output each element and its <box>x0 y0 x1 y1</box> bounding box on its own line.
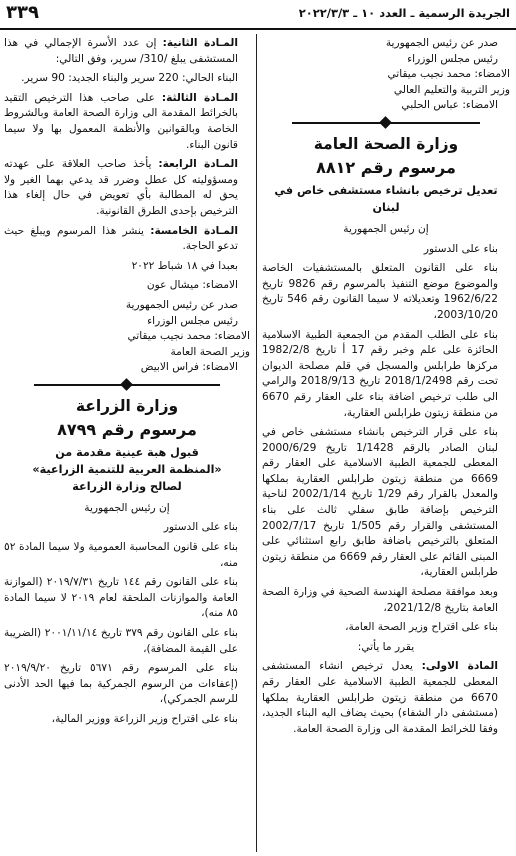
preamble-paragraph: بناء على الدستور <box>163 521 238 534</box>
preamble-paragraph: بناء على القانون رقم ١٤٤ تاريخ ٢٠١٩/٧/٣١ (الموازنة العامة والموازنات الملحقة لعام ٢٠١٩ لا سيما المادة ٨٥ منه)، <box>4 576 238 620</box>
section-divider <box>262 117 510 129</box>
page-header <box>0 0 516 30</box>
article-label: المادة الاولى: <box>421 660 498 673</box>
preamble-paragraph: بناء على قانون المحاسبة العمومية ولا سيما المادة ٥٢ منه، <box>4 541 238 569</box>
signature-line: وزير الصحة العامة <box>170 345 250 358</box>
preamble-paragraph: بناء على اقتراح وزير الزراعة ووزير المالية، <box>51 713 238 725</box>
subject-line: قبول هبة عينية مقدمة من <box>55 445 199 459</box>
article-label: المـادة الثالثة: <box>161 91 238 104</box>
signature-line: رئيس مجلس الوزراء <box>147 314 238 327</box>
signature-line: الامضاء: عباس الحلبي <box>401 99 498 112</box>
article-4 <box>4 157 250 219</box>
decree-number-text: مرسوم رقم ٨٧٩٩ <box>57 419 197 439</box>
decides-line: يقرر ما يأتي: <box>357 640 415 653</box>
preamble-paragraph: بناء على الدستور <box>423 242 498 255</box>
article-5 <box>4 224 250 255</box>
gazette-issue-title: الجريدة الرسمية ـ العدد ١٠ ـ ٢٠٢٢/٣/٣ <box>298 6 510 20</box>
decree-subject: تعديل ترخيص بانشاء مستشفى خاص في لبنان <box>274 183 498 214</box>
preamble-paragraph: بناء على القانون المتعلق بالمستشفيات الخاصة والموضوع موضع التنفيذ بالمرسوم رقم 9826 تاريخ 1962/6/22 وتعديلاته لا سيما القانون رقم 546 تاريخ 2003/10/20، <box>262 262 498 321</box>
signature-line: رئيس مجلس الوزراء <box>407 52 498 65</box>
top-signatures <box>262 36 510 114</box>
signature-line: صدر عن رئيس الجمهورية <box>125 298 238 311</box>
article-text: يأخذ صاحب العلاقة على عهدته ومسؤوليته كل عطل وضرر قد يدعي بهما الغير ولا يحق له المطالبة بأي تعويض في حال إلغاء هذا الترخيص بإحدى الطرق القانونية. <box>4 158 238 217</box>
right-column <box>262 36 510 741</box>
subject-line: «المنظمة العربية للتنمية الزراعية» <box>32 462 222 476</box>
subject-line: لصالح وزارة الزراعة <box>72 479 182 493</box>
section-divider <box>4 379 250 391</box>
signature-line: صدر عن رئيس الجمهورية <box>385 37 498 49</box>
president-signature: الامضاء: ميشال عون <box>146 279 238 292</box>
beds-line: البناء الحالي: 220 سرير والبناء الجديد: 90 سرير. <box>21 72 238 85</box>
date-line: بعبدا في ١٨ شباط ٢٠٢٢ <box>131 259 238 272</box>
president-line: إن رئيس الجمهورية <box>84 501 170 514</box>
preamble-paragraph: بناء على المرسوم رقم ٥٦٧١ تاريخ ٢٠١٩/٩/٢٠ (إعفاءات من الرسوم الجمركية بما فيها الحد الأدنى للرسم الجمركي)، <box>4 662 238 706</box>
preamble-paragraph: وبعد موافقة مصلحة الهندسة الصحية في وزارة الصحة العامة بتاريخ 2021/12/8، <box>262 586 498 614</box>
ministry-title: وزارة الزراعة <box>75 396 179 415</box>
article-text: على صاحب هذا الترخيص التقيد بالخرائط المقدمة الى وزارة الصحة العامة وبالشروط الخاصة وبالقوانين والأنظمة المعمول بها ولا سيما قانون البناء. <box>4 91 238 151</box>
preamble-paragraph: بناء على اقتراح وزير الصحة العامة، <box>345 621 498 634</box>
preamble-paragraph: بناء على قرار الترخيص بانشاء مستشفى خاص في لبنان الصادر بالرقم 1/1428 تاريخ 2000/6/29 المعطى للجمعية الطبية الاسلامية على العقار رقم 6669 من منطقة زيتون طرابلس العقارية بملكها والمعدل بالقرار رقم 1/29 تاريخ 2002/1/14 لناحية الترخيص بإضافة طابق سفلي ثالث على بناء المستشفى والقرار رقم 1/505 تاريخ 2002/7/17 المتعلق بالترخيص باضافة طابق رابع استثنائي على المبنى القائم على العقار رقم 6669 من منطقة زيتون طرابلس العقارية، <box>262 426 498 579</box>
article-2 <box>4 36 250 67</box>
article-text: إن عدد الأسرة الإجمالي في هذا المستشفى يبلغ /310/ سرير، وفق التالي: <box>4 37 238 65</box>
column-separator <box>256 34 257 852</box>
decree-number <box>262 158 510 179</box>
article-text: يعدل ترخيص انشاء المستشفى المعطى للجمعية الطبية الاسلامية على العقار رقم 6670 من منطقة زيتون طرابلس العقارية بملكها (مستشفى دار الشفاء) بحيث يضاف اليه البناء الجديد، وفقا للخرائط المقدمة الى وزارة الصحة العامة. <box>262 660 498 735</box>
ministry-title: وزارة الصحة العامة <box>313 134 459 153</box>
decree-subject <box>4 444 250 495</box>
article-label: المـادة الثانية: <box>162 37 238 49</box>
signature-line: الامضاء: فراس الابيض <box>140 361 238 374</box>
president-line: إن رئيس الجمهورية <box>343 222 429 235</box>
decree-number <box>4 420 250 441</box>
preamble-paragraph: بناء على الطلب المقدم من الجمعية الطبية الاسلامية الحائزة على علم وخبر رقم 17 أ تاريخ 1982/2/8 مركزها طرابلس والمسجل في قلم مصلحة الديوان تحت رقم 2018/1/2498 تاريخ 2018/9/13 والرامي الى طلب ترخيص اضافة بناء على العقار رقم 6670 من منطقة زيتون طرابلس العقارية، <box>262 328 498 419</box>
signature-line: وزير التربية والتعليم العالي <box>393 83 510 96</box>
article-label: المـادة الخامسة: <box>150 224 238 237</box>
page-number: ٣٣٩ <box>6 2 39 23</box>
article-3 <box>4 91 250 153</box>
article-text: ينشر هذا المرسوم ويبلغ حيث تدعو الحاجة. <box>4 224 238 253</box>
decree-number-text: مرسوم رقم ٨٨١٢ <box>316 157 456 177</box>
signature-line: الامضاء: محمد نجيب ميقاتي <box>387 68 510 81</box>
preamble-paragraph: بناء على القانون رقم ٣٧٩ تاريخ ٢٠٠١/١١/١٤ (الضريبة على القيمة المضافة)، <box>4 627 238 655</box>
article-1 <box>262 659 510 737</box>
left-column <box>4 36 250 732</box>
article-label: المـادة الرابعة: <box>158 158 238 171</box>
signature-line: الامضاء: محمد نجيب ميقاتي <box>127 330 250 343</box>
signatures-block <box>4 298 250 376</box>
